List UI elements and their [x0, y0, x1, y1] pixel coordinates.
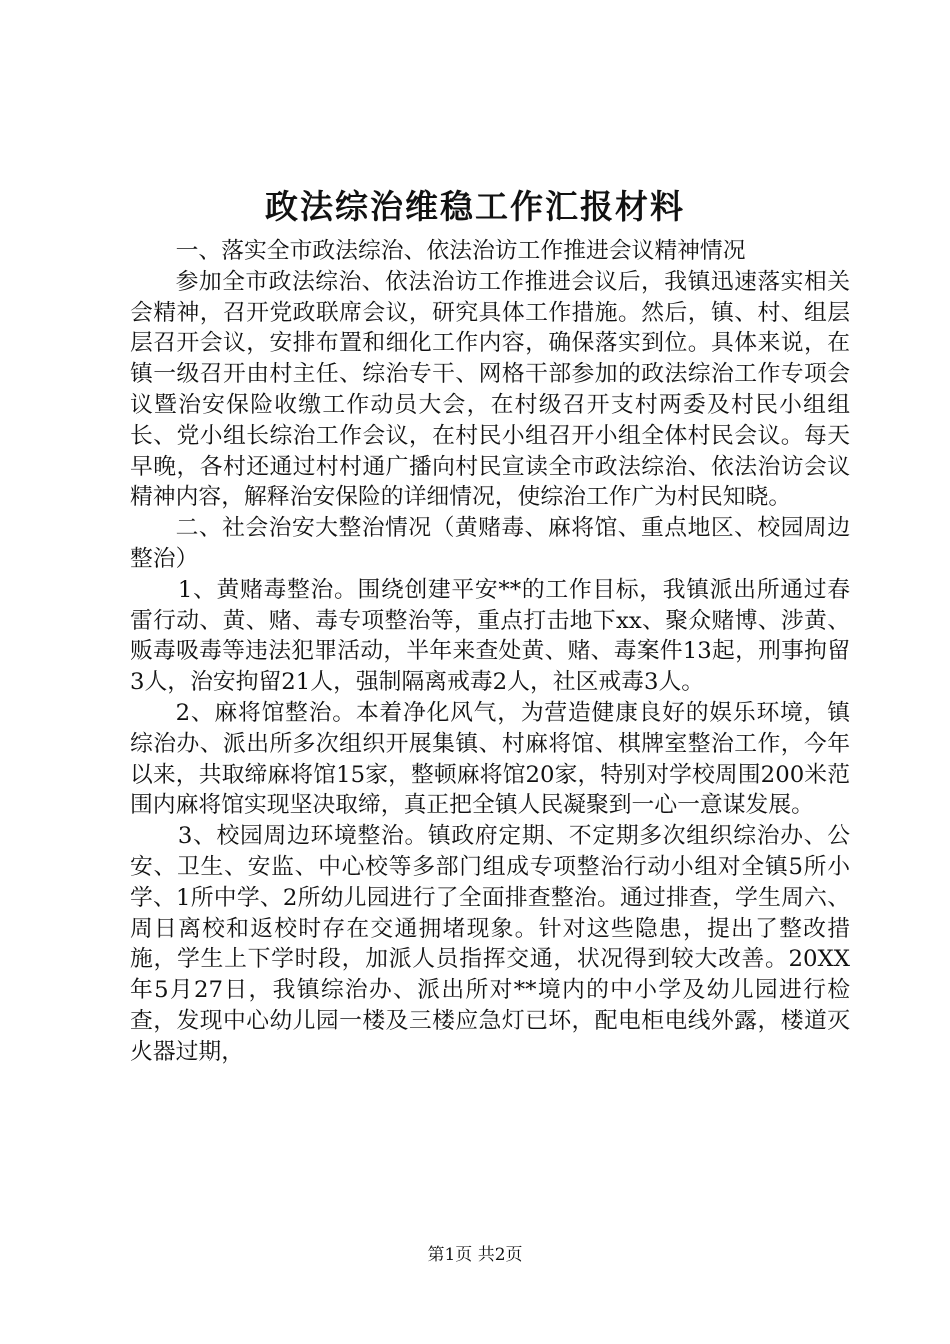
- body-paragraph: 参加全市政法综治、依法治访工作推进会议后，我镇迅速落实相关会精神，召开党政联席会议，研究具体工作措施。然后，镇、村、组层层召开会议，安排布置和细化工作内容，确保落实到位。具体来说，在镇一级召开由村主任、综治专干、网格干部参加的政法综治工作专项会议暨治安保险收缴工作动员大会，在村级召开支村两委及村民小组组长、党小组长综治工作会议，在村民小组召开小组全体村民会议。每天早晚，各村还通过村村通广播向村民宣读全市政法综治、依法治访会议精神内容，解释治安保险的详细情况，使综治工作广为村民知晓。: [130, 268, 850, 511]
- body-paragraph: 2、麻将馆整治。本着净化风气，为营造健康良好的娱乐环境，镇综治办、派出所多次组织开展集镇、村麻将馆、棋牌室整治工作，今年以来，共取缔麻将馆15家，整顿麻将馆20家，特别对学校周围200米范围内麻将馆实现坚决取缔，真正把全镇人民凝聚到一心一意谋发展。: [130, 699, 850, 819]
- document-body: [130, 236, 850, 1068]
- body-paragraph: 1、黄赌毒整治。围绕创建平安**的工作目标，我镇派出所通过春雷行动、黄、赌、毒专项整治等，重点打击地下xx、聚众赌博、涉黄、贩毒吸毒等违法犯罪活动，半年来查处黄、赌、毒案件13起，刑事拘留3人，治安拘留21人，强制隔离戒毒2人，社区戒毒3人。: [130, 576, 850, 696]
- section-heading-2: 二、社会治安大整治情况（黄赌毒、麻将馆、重点地区、校园周边整治）: [130, 515, 850, 572]
- page-number: 第1页 共2页: [427, 1245, 523, 1265]
- section-heading-1: 一、落实全市政法综治、依法治访工作推进会议精神情况: [175, 238, 746, 264]
- document-title: 政法综治维稳工作汇报材料: [265, 187, 685, 226]
- body-paragraph: 3、校园周边环境整治。镇政府定期、不定期多次组织综治办、公安、卫生、安监、中心校等多部门组成专项整治行动小组对全镇5所小学、1所中学、2所幼儿园进行了全面排查整治。通过排查，学生周六、周日离校和返校时存在交通拥堵现象。针对这些隐患，提出了整改措施，学生上下学时段，加派人员指挥交通，状况得到较大改善。20XX年5月27日，我镇综治办、派出所对**境内的中小学及幼儿园进行检查，发现中心幼儿园一楼及三楼应急灯已坏，配电柜电线外露，楼道灭火器过期，: [130, 823, 850, 1065]
